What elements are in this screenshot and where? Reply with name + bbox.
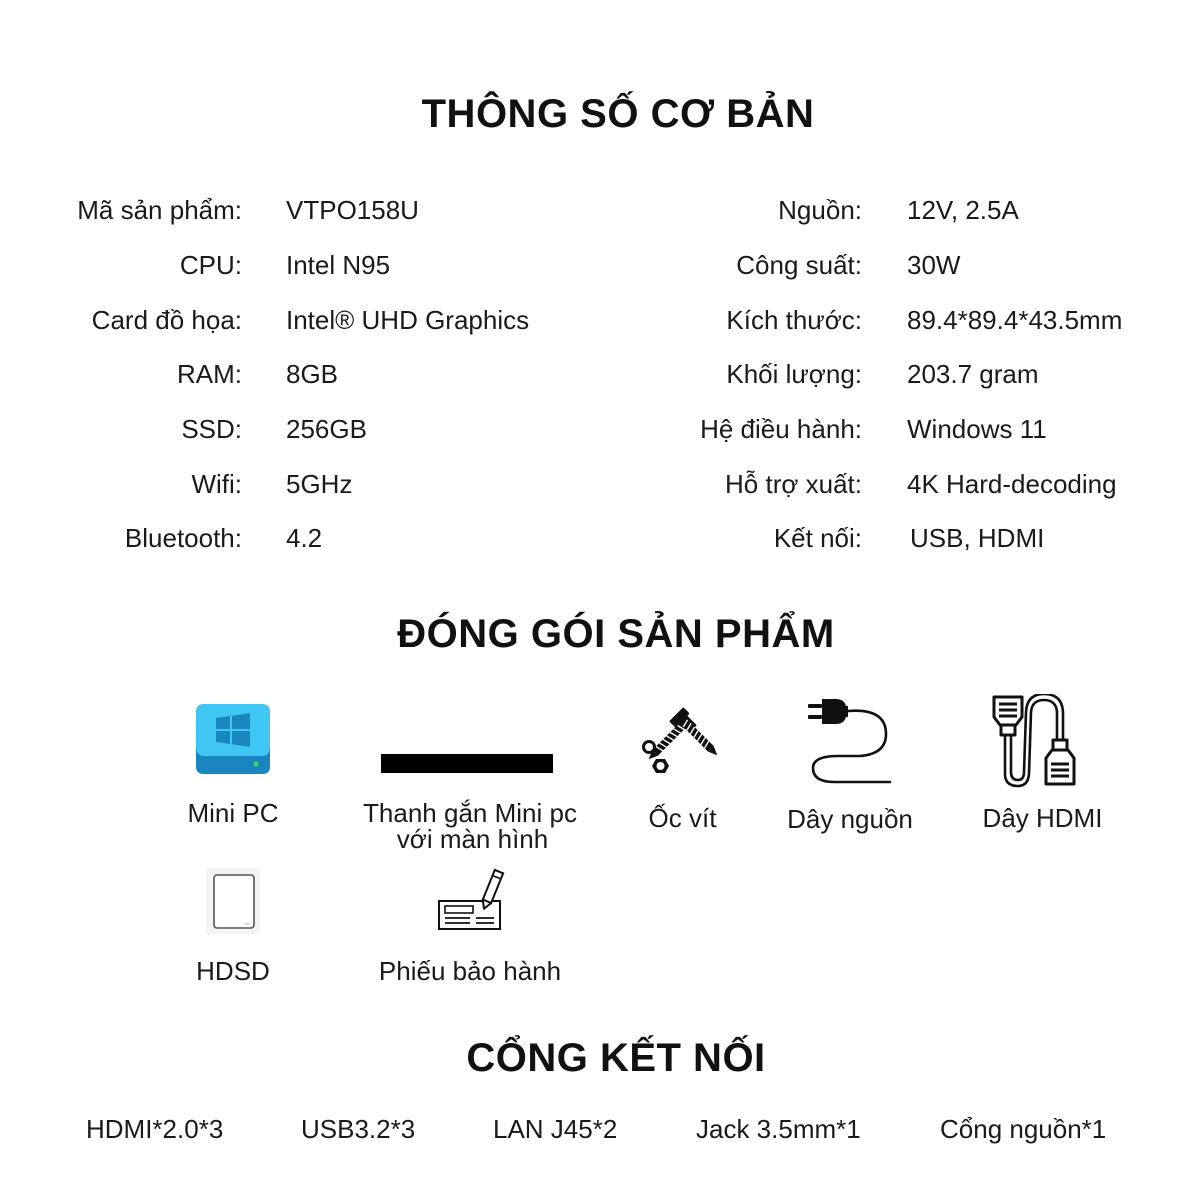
spec-value-output: 4K Hard-decoding (907, 469, 1117, 499)
spec-label-os: Hệ điều hành: (700, 414, 862, 444)
spec-label-connectivity: Kết nối: (773, 523, 862, 553)
spec-value-product-code: VTPO158U (286, 195, 419, 225)
package-label-mount-bar: Thanh gắn Mini pc (363, 798, 577, 828)
spec-value-ssd: 256GB (286, 414, 367, 444)
spec-label-bluetooth: Bluetooth: (124, 523, 242, 553)
spec-value-connectivity: USB, HDMI (910, 523, 1045, 553)
manual-icon (206, 868, 260, 934)
spec-label-product-code: Mã sản phẩm: (77, 195, 242, 225)
port-hdmi: HDMI*2.0*3 (86, 1114, 224, 1144)
spec-label-ssd: SSD: (181, 414, 242, 444)
spec-label-weight: Khối lượng: (726, 359, 862, 389)
warranty-card-icon (436, 868, 506, 934)
mount-bar-icon (381, 754, 553, 774)
spec-label-dimensions: Kích thước: (726, 305, 862, 335)
spec-value-dimensions: 89.4*89.4*43.5mm (907, 305, 1123, 335)
port-usb: USB3.2*3 (301, 1114, 416, 1144)
spec-label-wifi: Wifi: (191, 469, 242, 499)
spec-label-output: Hỗ trợ xuất: (725, 469, 862, 499)
power-cable-icon (808, 696, 894, 786)
package-label-mount-bar-line2: với màn hình (396, 824, 549, 854)
spec-label-wattage: Công suất: (736, 250, 862, 280)
package-label-warranty-card: Phiếu bảo hành (378, 956, 562, 986)
spec-value-bluetooth: 4.2 (286, 523, 323, 553)
hdmi-cable-icon (990, 694, 1084, 790)
spec-value-power: 12V, 2.5A (907, 195, 1019, 225)
spec-value-weight: 203.7 gram (907, 359, 1039, 389)
spec-value-ram: 8GB (286, 359, 339, 389)
spec-value-cpu: Intel N95 (286, 250, 391, 280)
package-label-power-cable: Dây nguồn (787, 804, 913, 834)
package-label-mini-pc: Mini PC (187, 798, 279, 828)
package-label-screws: Ốc vít (648, 803, 717, 833)
spec-label-gpu: Card đồ họa: (91, 305, 242, 335)
package-label-manual: HDSD (196, 956, 270, 986)
port-lan: LAN J45*2 (493, 1114, 618, 1144)
spec-value-wifi: 5GHz (286, 469, 353, 499)
spec-value-os: Windows 11 (907, 414, 1047, 444)
package-label-hdmi-cable: Dây HDMI (982, 803, 1103, 833)
screws-icon (640, 702, 726, 780)
port-power: Cổng nguồn*1 (940, 1114, 1107, 1144)
spec-value-gpu: Intel® UHD Graphics (286, 305, 530, 335)
spec-label-power: Nguồn: (778, 195, 862, 225)
mini-pc-icon (194, 702, 272, 776)
spec-label-ram: RAM: (177, 359, 242, 389)
spec-label-cpu: CPU: (179, 250, 242, 280)
spec-value-wattage: 30W (907, 250, 961, 280)
port-audio-jack: Jack 3.5mm*1 (696, 1114, 861, 1144)
ports-title: CỔNG KẾT NỐI (466, 1036, 766, 1080)
package-title: ĐÓNG GÓI SẢN PHẨM (397, 612, 835, 656)
specs-title: THÔNG SỐ CƠ BẢN (421, 92, 815, 136)
